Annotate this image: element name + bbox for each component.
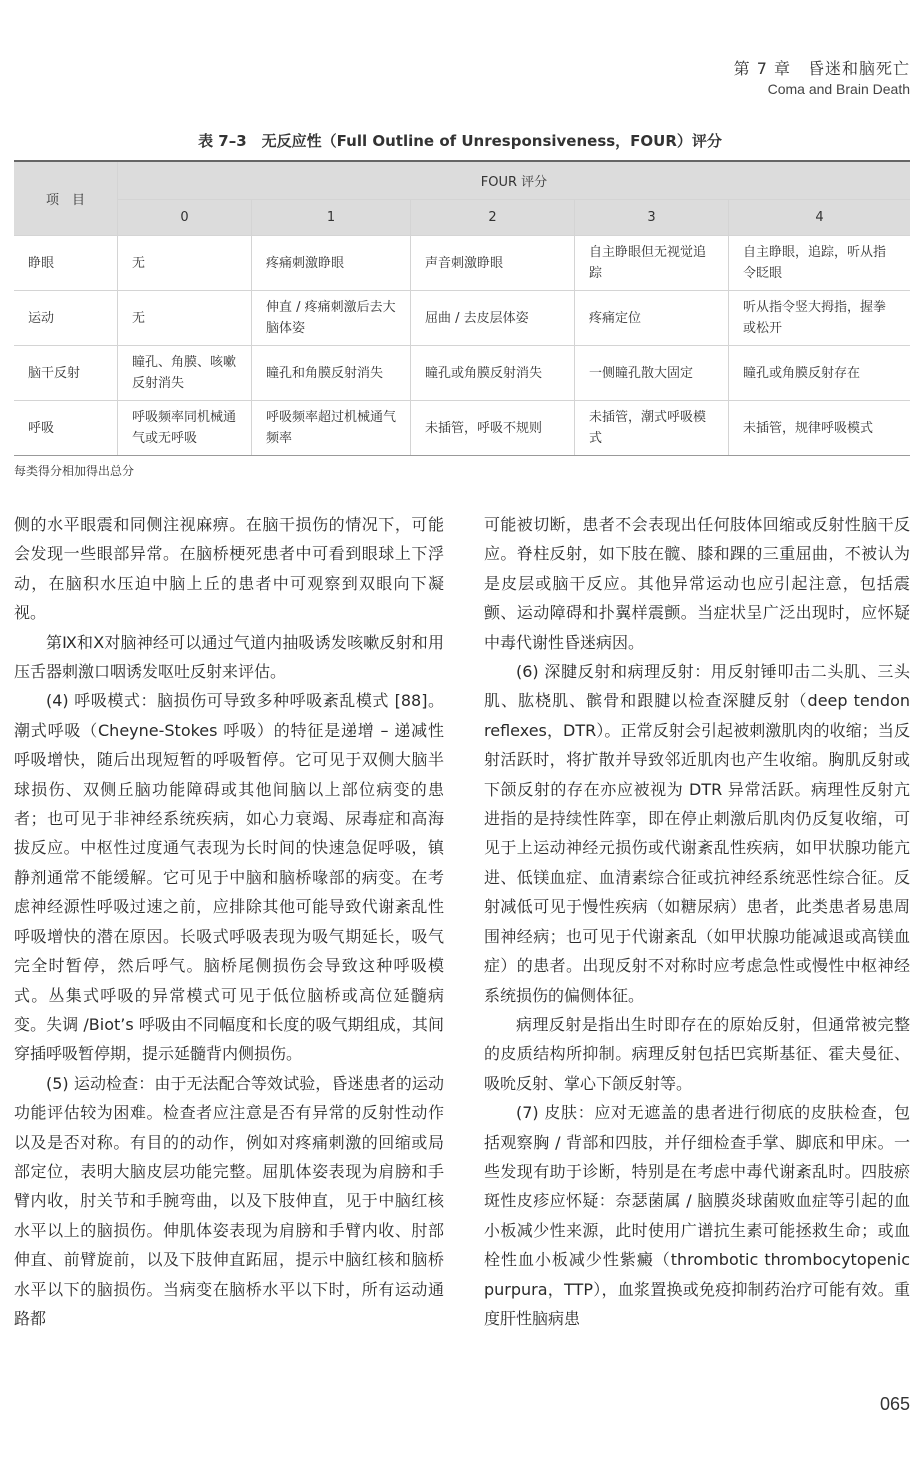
row-label: 脑干反射 [14,346,118,401]
table-cell: 疼痛刺激睁眼 [252,236,411,291]
table-cell: 屈曲 / 去皮层体姿 [411,291,575,346]
table-cell: 自主睁眼但无视觉追踪 [575,236,729,291]
paragraph: (5) 运动检查：由于无法配合等效试验，昏迷患者的运动功能评估较为困难。检查者应注意是否有异常的反射性动作以及是否对称。有目的的动作，例如对疼痛刺激的回缩或局部定位，表明大脑皮层功能完整。屈肌体姿表现为肩膀和手臂内收，肘关节和手腕弯曲，以及下肢伸直，见于中脑红核水平以上的脑损伤。伸肌体姿表现为肩膀和手臂内收、肘部伸直、前臂旋前，以及下肢伸直跖屈，提示中脑红核和脑桥水平以下的脑损伤。当病变在脑桥水平以下时，所有运动通路都 [14,1073,444,1328]
table-cell: 自主睁眼，追踪，听从指令眨眼 [729,236,911,291]
table-row [14,346,910,401]
paragraph: 第Ⅸ和Ⅹ对脑神经可以通过气道内抽吸诱发咳嗽反射和用压舌器刺激口咽诱发呕吐反射来评估。 [14,632,444,682]
score-column-header: 3 [575,200,729,236]
table-row [14,236,910,291]
score-column-header: 1 [252,200,411,236]
paragraph: 可能被切断，患者不会表现出任何肢体回缩或反射性脑干反应。脊柱反射，如下肢在髋、膝和踝的三重屈曲，不被认为是皮层或脑干反应。其他异常运动也应引起注意，包括震颤、运动障碍和扑翼样震颤。当症状呈广泛出现时，应怀疑中毒代谢性昏迷病因。 [484,515,910,652]
row-label: 运动 [14,291,118,346]
table-cell: 瞳孔或角膜反射消失 [411,346,575,401]
table-cell: 未插管，规律呼吸模式 [729,401,911,456]
table-cell: 呼吸频率超过机械通气频率 [252,401,411,456]
chapter-subtitle-en: Coma and Brain Death [767,81,910,97]
paragraph: (7) 皮肤：应对无遮盖的患者进行彻底的皮肤检查，包括观察胸 / 背部和四肢，并仔细检查手掌、脚底和甲床。一些发现有助于诊断，特别是在考虑中毒代谢紊乱时。四肢瘀斑性皮疹应怀疑：奈瑟菌属 / 脑膜炎球菌败血症等引起的血小板减少性来源，此时使用广谱抗生素可能拯救生命；或血栓性血小板减少性紫癜（thrombotic thrombocytopenic purpura，TTP），血浆置换或免疫抑制药治疗可能有效。重度肝性脑病患 [484,1103,910,1328]
left-text-column [14,510,444,1333]
table-cell: 疼痛定位 [575,291,729,346]
table-caption: 表 7–3 无反应性（Full Outline of Unresponsiveness，FOUR）评分 [198,132,722,150]
table-cell: 听从指令竖大拇指，握拳或松开 [729,291,911,346]
score-column-header: 4 [729,200,911,236]
score-header: FOUR 评分 [118,161,911,200]
table-row [14,291,910,346]
table-cell: 一侧瞳孔散大固定 [575,346,729,401]
paragraph: (4) 呼吸模式：脑损伤可导致多种呼吸紊乱模式 [88]。潮式呼吸（Cheyne-Stokes 呼吸）的特征是递增 – 递减性呼吸增快，随后出现短暂的呼吸暂停。它可见于双侧大脑半球损伤、双侧丘脑功能障碍或其他间脑以上部位病变的患者；也可见于非神经系统疾病，如心力衰竭、尿毒症和高海拔反应。中枢性过度通气表现为长时间的快速急促呼吸，镇静剂通常不能缓解。它可见于中脑和脑桥喙部的病变。在考虑神经源性呼吸过速之前，应排除其他可能导致代谢紊乱性呼吸增快的潜在原因。长吸式呼吸表现为吸气期延长，吸气完全时暂停，然后呼气。脑桥尾侧损伤会导致这种呼吸模式。丛集式呼吸的异常模式可见于低位脑桥或高位延髓病变。失调 /Biot’s 呼吸由不同幅度和长度的吸气期组成，其间穿插呼吸暂停期，提示延髓背内侧损伤。 [14,691,444,1064]
page-number: 065 [879,1394,910,1414]
score-column-header: 2 [411,200,575,236]
table-cell: 声音刺激睁眼 [411,236,575,291]
table-footnote: 每类得分相加得出总分 [14,464,135,478]
score-column-header: 0 [118,200,252,236]
paragraph: (6) 深腱反射和病理反射：用反射锤叩击二头肌、三头肌、肱桡肌、髌骨和跟腱以检查深腱反射（deep tendon reflexes，DTR）。正常反射会引起被刺激肌肉的收缩；当反射活跃时，将扩散并导致邻近肌肉也产生收缩。胸肌反射或下颌反射的存在亦应被视为 DTR 异常活跃。病理性反射亢进指的是持续性阵挛，即在停止刺激后肌肉仍反复收缩，可见于上运动神经元损伤或代谢紊乱性疾病，如甲状腺功能亢进、低镁血症、血清素综合征或抗神经系统恶性综合征。反射减低可见于慢性疾病（如糖尿病）患者，此类患者易患周围神经病；也可见于代谢紊乱（如甲状腺功能减退或高镁血症）的患者。出现反射不对称时应考虑急性或慢性中枢神经系统损伤的偏侧体征。 [484,662,910,1005]
four-score-table [14,160,910,456]
table-cell: 瞳孔或角膜反射存在 [729,346,911,401]
paragraph: 侧的水平眼震和同侧注视麻痹。在脑干损伤的情况下，可能会发现一些眼部异常。在脑桥梗死患者中可看到眼球上下浮动，在脑积水压迫中脑上丘的患者中可观察到双眼向下凝视。 [14,515,444,623]
table-cell: 伸直 / 疼痛刺激后去大脑体姿 [252,291,411,346]
table-cell: 无 [118,291,252,346]
running-header [734,56,910,97]
table-cell: 瞳孔、角膜、咳嗽反射消失 [118,346,252,401]
item-header: 项 目 [14,161,118,236]
table-row [14,401,910,456]
table-cell: 未插管，潮式呼吸模式 [575,401,729,456]
table-cell: 瞳孔和角膜反射消失 [252,346,411,401]
row-label: 呼吸 [14,401,118,456]
chapter-title: 第 7 章 昏迷和脑死亡 [733,59,910,78]
table-cell: 未插管，呼吸不规则 [411,401,575,456]
right-text-column [484,510,910,1333]
table-cell: 呼吸频率同机械通气或无呼吸 [118,401,252,456]
table-cell: 无 [118,236,252,291]
row-label: 睁眼 [14,236,118,291]
paragraph: 病理反射是指出生时即存在的原始反射，但通常被完整的皮质结构所抑制。病理反射包括巴宾斯基征、霍夫曼征、吸吮反射、掌心下颌反射等。 [484,1014,910,1093]
